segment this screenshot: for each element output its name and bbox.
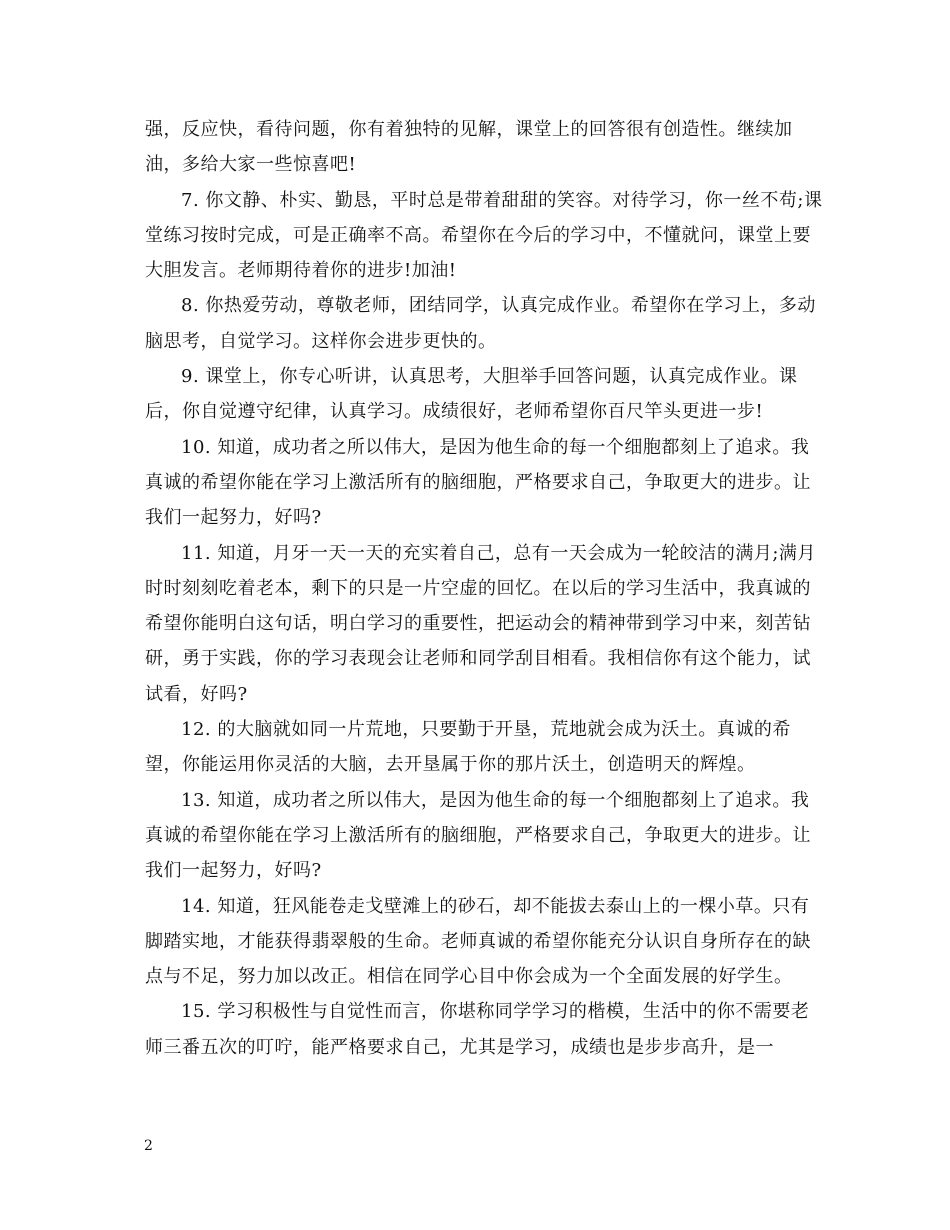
paragraph-14: 14. 知道，狂风能卷走戈壁滩上的砂石，却不能拔去泰山上的一棵小草。只有脚踏实地，才能获得翡翠般的生命。老师真诚的希望你能充分认识自身所存在的缺点与不足，努力加以改正。相信在同学心目中你会成为一个全面发展的好学生。 <box>145 895 811 988</box>
body-text <box>145 112 825 1065</box>
paragraph-12: 12. 的大脑就如同一片荒地，只要勤于开垦，荒地就会成为沃土。真诚的希望，你能运用你灵活的大脑，去开垦属于你的那片沃土，创造明天的辉煌。 <box>145 719 791 776</box>
paragraph-9: 9. 课堂上，你专心听讲，认真思考，大胆举手回答问题，认真完成作业。课后，你自觉遵守纪律，认真学习。成绩很好，老师希望你百尺竿头更进一步! <box>145 366 798 423</box>
paragraph-15: 15. 学习积极性与自觉性而言，你堪称同学学习的楷模，生活中的你不需要老师三番五次的叮咛，能严格要求自己，尤其是学习，成绩也是步步高升，是一 <box>145 1001 810 1058</box>
page-number: 2 <box>144 1138 153 1154</box>
paragraph-continuation: 强，反应快，看待问题，你有着独特的见解，课堂上的回答很有创造性。继续加油，多给大家一些惊喜吧! <box>145 119 793 176</box>
paragraph-10: 10. 知道，成功者之所以伟大，是因为他生命的每一个细胞都刻上了追求。我真诚的希望你能在学习上激活所有的脑细胞，严格要求自己，争取更大的进步。让我们一起努力，好吗? <box>145 436 811 529</box>
paragraph-7: 7. 你文静、朴实、勤恳，平时总是带着甜甜的笑容。对待学习，你一丝不苟;课堂练习按时完成，可是正确率不高。希望你在今后的学习中，不懂就问，课堂上要大胆发言。老师期待着你的进步!加油! <box>145 189 823 282</box>
paragraph-8: 8. 你热爱劳动，尊敬老师，团结同学，认真完成作业。希望你在学习上，多动脑思考，自觉学习。这样你会进步更快的。 <box>145 295 816 352</box>
paragraph-13: 13. 知道，成功者之所以伟大，是因为他生命的每一个细胞都刻上了追求。我真诚的希望你能在学习上激活所有的脑细胞，严格要求自己，争取更大的进步。让我们一起努力，好吗? <box>145 789 811 882</box>
paragraph-11: 11. 知道，月牙一天一天的充实着自己，总有一天会成为一轮皎洁的满月;满月时时刻刻吃着老本，剩下的只是一片空虚的回忆。在以后的学习生活中，我真诚的希望你能明白这句话，明白学习的重要性，把运动会的精神带到学习中来，刻苦钻研，勇于实践，你的学习表现会让老师和同学刮目相看。我相信你有这个能力，试试看，好吗? <box>145 542 816 705</box>
